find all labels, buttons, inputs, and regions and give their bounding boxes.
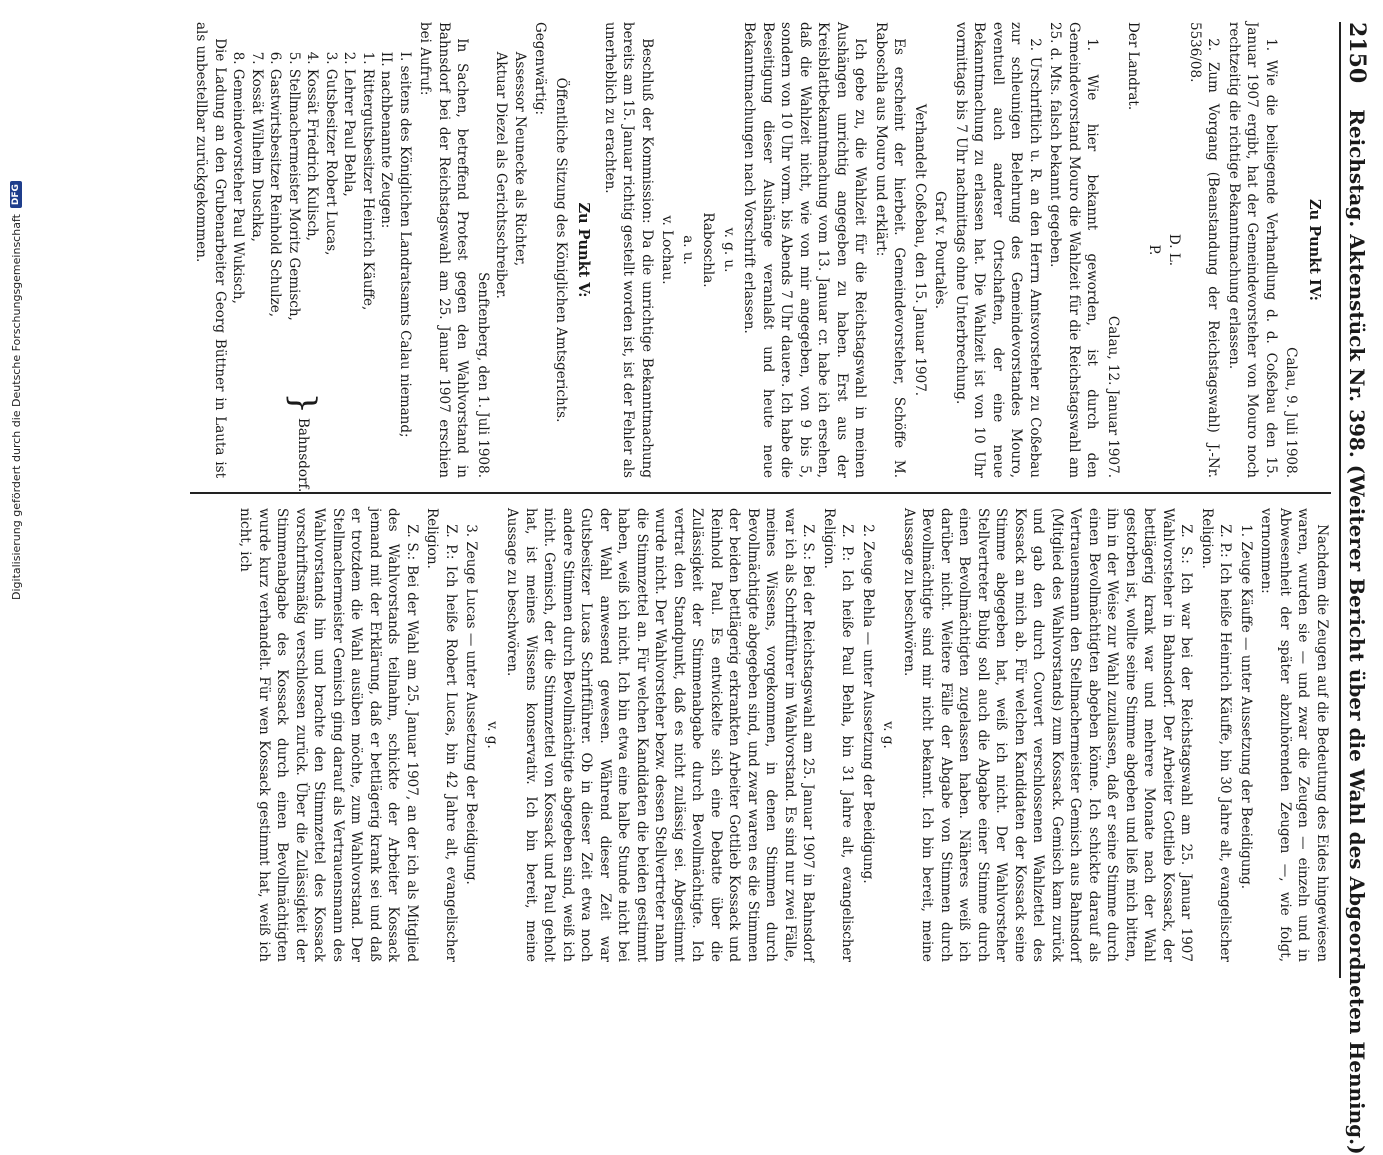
- letter-2-signature: Graf v. Pourtalès.: [932, 191, 949, 309]
- page-number: 2150: [1344, 22, 1370, 84]
- witness-item: 4. Kossät Friedrich Kulisch,: [304, 51, 321, 242]
- section-5-list-item: II. nachbenannte Zeugen:: [378, 51, 395, 229]
- witness-1-closing: v. g.: [880, 721, 897, 749]
- section-5-heading: Zu Punkt V:: [575, 202, 593, 298]
- witness-2-heading: 2. Zeuge Behla — unter Aussetzung der Beeidigung.: [860, 524, 876, 884]
- section-5-present-label: Gegenwärtig:: [532, 22, 549, 116]
- verhandlung-closing: v. g. u.: [721, 227, 737, 273]
- letter-2-item: 1. Wie hier bekannt geworden, ist durch den Gemeindevorstand Mouro die Wahlzeit für die Reichstagswahl am 25. d. Mts. falsch bekannt gegeben.: [1047, 22, 1101, 478]
- letter-2-item: 2. Urschriftlich u. R. an den Herrn Amtsvorsteher zu Coßebau zur schleunigen Belehrung des Gemeindevorstandes Mouro, eventuell auch anderer Ortschaften, der eine neue Bekanntmachung zu erlassen hat. Die Wahlzeit ist von 10 Uhr vormittags bis 7 Uhr nachmittags ohne Unterbrechung.: [953, 22, 1043, 478]
- verhandlung-closing: v. Lochau.: [659, 215, 676, 285]
- section-5-paragraph: In Sachen, betreffend Protest gegen den Wahlvorstand in Bahnsdorf bei der Reichstagswahl am 25. Januar 1907 erschien bei Aufruf:: [417, 22, 471, 478]
- letter-2-dateline: Calau, 12. Januar 1907.: [1105, 315, 1121, 478]
- dfg-logo-icon: DFG: [10, 181, 22, 208]
- verhandlung-closing: Raboschla.: [700, 212, 717, 288]
- section-5-dateline: Senftenberg, den 1. Juli 1908.: [475, 272, 491, 478]
- page-title: Reichstag. Aktenstück Nr. 398. (Weiterer Bericht über die Wahl des Abgeordneten Henning.): [1345, 109, 1369, 1155]
- witness-2-personal: Z. P.: Ich heiße Paul Behla, bin 31 Jahre alt, evangelischer Religion.: [821, 508, 856, 962]
- letter-1-signature: D. L.: [1166, 233, 1183, 267]
- witness-3-heading: 3. Zeuge Lucas — unter Aussetzung der Beeidigung.: [463, 524, 480, 885]
- left-column: [190, 22, 1331, 492]
- witness-item: 3. Gutsbesitzer Robert Lucas,: [323, 51, 339, 256]
- brace: }: [283, 392, 323, 414]
- section-4-heading: Zu Punkt IV:: [1306, 199, 1323, 301]
- verhandlung-paragraph: Ich gebe zu, die Wahlzeit für die Reichstagswahl in meinen Aushängen unrichtig angegeben zu haben. Erst aus der Kreisblattbekanntmachung vom 13. Januar cr. habe ich ersehen, daß die Wahlzeit nicht, wie von mir angegeben, von 9 bis 5, sondern von 10 Uhr vorm. bis Abends 7 Uhr dauere. Ich habe die Beseitigung dieser Aushänge veranlaßt und heute neue Bekanntmachungen nach Vorschrift erlassen.: [741, 22, 869, 478]
- witness-item: 6. Gastwirtsbesitzer Reinhold Schulze,: [267, 51, 284, 318]
- digitization-credit: Digitalisierung gefördert durch die Deutsche Forschungsgemeinschaft: [9, 214, 23, 600]
- verhandlung-paragraph: Es erscheint der hierbeit. Gemeindevorsteher, Schöffe M. Raboschla aus Mouro und erklärt:: [873, 22, 908, 478]
- witnesses-place: Bahnsdorf.: [295, 418, 312, 493]
- witness-list: [229, 22, 377, 493]
- witness-1-heading: 1. Zeuge Käuffe — unter Aussetzung der Beeidigung.: [1238, 524, 1254, 890]
- witness-2-closing: v. g.: [484, 721, 500, 749]
- witness-3-personal: Z. P.: Ich heiße Robert Lucas, bin 42 Jahre alt, evangelischer Religion.: [424, 508, 459, 962]
- verhandlung-dateline: Verhandelt Coßebau, den 15. Januar 1907.: [912, 103, 928, 397]
- section-5-present: Assessor Neunecke als Richter,: [512, 51, 528, 267]
- section-5-list-item: I. seitens des Königlichen Landratsamts Calau niemand;: [397, 51, 413, 438]
- witness-item: 7. Kossät Wilhelm Duschka,: [249, 51, 265, 242]
- page-header: [1339, 22, 1370, 1155]
- witness-1-statement: Z. S.: Ich war bei der Reichstagswahl am 25. Januar 1907 Wahlvorsteher in Bahnsdorf. Der Arbeiter Gottlieb Kossack, der bettlägerig krank war und mehrere Monate nach der Wahl gestorben ist, wollte seine Stimme abgeben und ließ mich bitten, ihn in der Weise zur Wahl zuzulassen, daß er seine Stimme durch einen Bevollmächtigten abgeben könne. Ich schickte darauf als Vertrauensmann den Stellmachermeister Gemisch aus Bahnsdorf (Mitglied des Wahlvorstands) zum Kossack. Gemisch kam zurück und gab den durch Couvert verschlossenen Wahlzettel des Kossack an mich ab. Für welchen Kandidaten der Kossack seine Stimme abgegeben hat, weiß ich nicht. Der Wahlvorsteher Stellvertreter Bubig soll auch die Abgabe einer Stimme durch einen Bevollmächtigten zugelassen haben. Näheres weiß ich darüber nicht. Weitere Fälle der Abgabe von Stimmen durch Bevollmächtigte sind mir nicht bekannt. Ich bin bereit, meine Aussage zu beschwören.: [901, 508, 1195, 962]
- letter-1-item: 1. Wie die beiliegende Verhandlung d. d. Coßebau den 15. Januar 1907 ergibt, hat der Gemeindevorsteher von Mouro noch rechtzeitig die richtige Bekanntmachung erlassen.: [1226, 22, 1279, 478]
- text-columns: [190, 22, 1331, 978]
- witness-item: 8. Gemeindevorsteher Paul Wukisch,: [230, 51, 247, 304]
- witness-1-personal: Z. P.: Ich heiße Heinrich Käuffe, bin 30 Jahre alt, evangelischer Religion.: [1199, 508, 1234, 962]
- verhandlung-closing: a. u.: [680, 235, 696, 265]
- digitization-footer: [4, 184, 28, 600]
- section-5-present: Aktuar Diezel als Gerichtsschreiber.: [493, 51, 510, 299]
- right-column: [190, 492, 1331, 962]
- witness-item: 5. Stellmachermeister Moritz Gemisch,: [286, 51, 302, 321]
- witness-2-statement: Z. S.: Bei der Reichstagswahl am 25. Januar 1907 in Bahnsdorf war ich als Schriftführer im Wahlvorstand. Es sind nur zwei Fälle, meines Wissens, vorgekommen, in denen Stimmen durch Bevollmächtigte abgegeben sind, und zwar waren es die Stimmen der beiden bettlägerig erkrankten Arbeiter Gottlieb Kossack und Reinhold Paul. Es entwickelte sich eine Debatte über die Zulässigkeit der Stimmenabgabe durch Bevollmächtigte. Ich vertrat den Standpunkt, daß es nicht zulässig sei. Abgestimmt wurde nicht. Der Wahlvorsteher bezw. dessen Stellvertreter nahm die Stimmzettel an. Für welchen Kandidaten die beiden gestimmt haben, weiß ich nicht. Ich bin etwa eine halbe Stunde nicht bei der Wahl anwesend gewesen. Während dieser Zeit war Gutsbesitzer Lucas Schriftführer. Ob in dieser Zeit etwa noch andere Stimmen durch Bevollmächtigte abgegeben sind, weiß ich nicht. Gemisch, der die Stimmzettel von Kossack und Paul geholt hat, ist meines Wissens konservativ. Ich bin bereit, meine Aussage zu beschwören.: [504, 508, 817, 962]
- letter-1-dateline: Calau, 9. Juli 1908.: [1283, 347, 1300, 478]
- witnesses-note: Die Ladung an den Grubenarbeiter Georg Büttner in Lauta ist als unbestellbar zurückgekommen.: [193, 22, 228, 478]
- letter-2-addressee: Der Landrat.: [1125, 22, 1142, 111]
- witness-3-statement: Z. S.: Bei der Wahl am 25. Januar 1907, an der ich als Mitglied des Wahlvorstands teilnahm, schickte der Arbeiter Kossack jemand mit der Erklärung, daß er bettlägerig krank sei und daß er trotzdem die Wahl ausüben möchte, zum Wahlvorstand. Der Stellmachermeister Gemisch ging darauf als Vertrauensmann des Wahlvorstands hin und brachte den Stimmzettel des Kossack vorschriftsmäßig verschlossen zurück. Über die Zulässigkeit der Stimmenabgabe des Kossack durch einen Bevollmächtigten wurde kurz verhandelt. Für wen Kossack gestimmt hat, weiß ich nicht, ich: [237, 508, 420, 962]
- letter-1-signature: P.: [1146, 244, 1162, 256]
- letter-1-item: 2. Zum Vorgang (Beanstandung der Reichstagswahl) J.-Nr. 5536/08.: [1187, 22, 1222, 478]
- testimony-intro: Nachdem die Zeugen auf die Bedeutung des Eides hingewiesen waren, wurden sie — und zwar die Zeugen — einzeln und in Abwesenheit der später abzuhörenden Zeugen —, wie folgt, vernommen:: [1258, 508, 1330, 962]
- witness-item: 1. Rittergutsbesitzer Heinrich Käuffe,: [360, 51, 376, 311]
- section-5-intro: Öffentliche Sitzung des Königlichen Amtsgerichts.: [553, 77, 569, 423]
- commission-decision: Beschluß der Kommission: Da die unrichtige Bekanntmachung bereits am 15. Januar richtig gestellt worden ist, ist der Fehler als unerheblich zu erachten.: [602, 22, 655, 478]
- witness-item: 2. Lehrer Paul Behla,: [341, 51, 358, 197]
- document-page: [93, 0, 1383, 1155]
